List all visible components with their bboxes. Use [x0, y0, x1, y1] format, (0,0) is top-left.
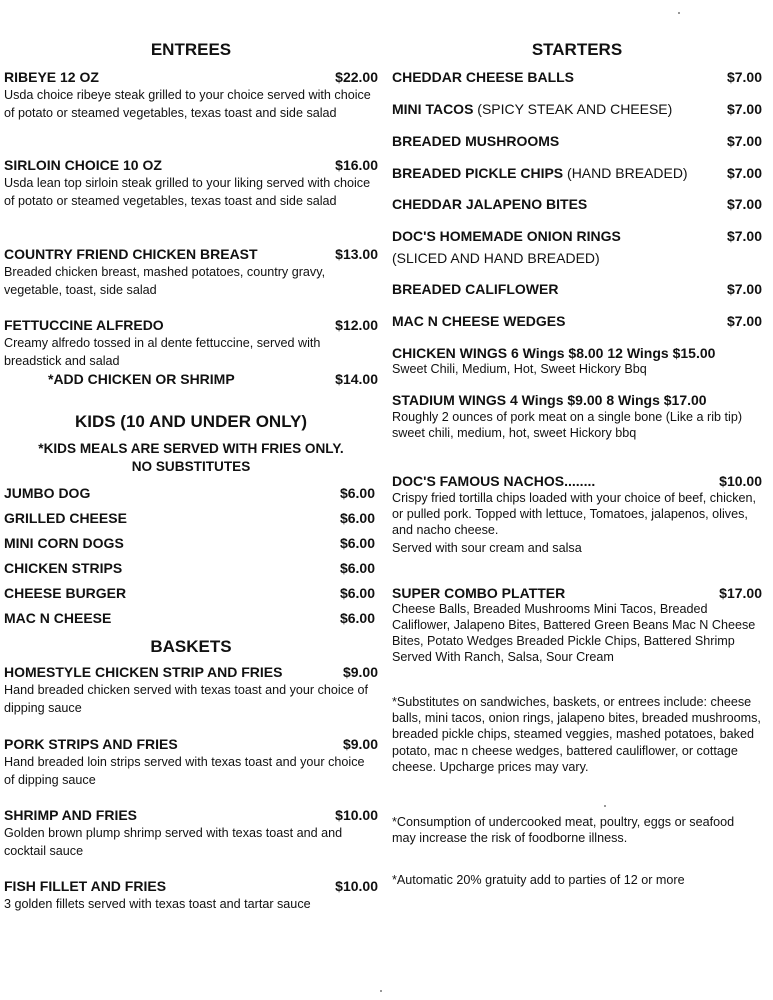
item-description: Crispy fried tortilla chips loaded with your choice of beef, chicken, or pulled pork. Topped with lettuce, Tomatoes, jalapenos, olives, and nacho cheese.	[392, 491, 756, 537]
item-name: RIBEYE 12 OZ	[4, 69, 99, 85]
menu-item-ribeye	[4, 69, 378, 85]
item-price: $6.00	[339, 485, 375, 501]
item-price: $12.00	[335, 317, 378, 333]
item-name: CHICKEN STRIPS	[4, 560, 123, 576]
basket-item	[4, 807, 378, 823]
item-name: GRILLED CHEESE	[4, 510, 127, 526]
scan-speck	[678, 12, 680, 14]
kids-item	[4, 560, 375, 576]
nachos-row	[392, 473, 762, 489]
item-description: Hand breaded chicken served with texas toast and your choice of dipping sauce	[4, 683, 369, 715]
item-name: JUMBO DOG	[4, 485, 91, 501]
basket-item	[4, 664, 378, 680]
item-price: $6.00	[339, 535, 375, 551]
item-price: $10.00	[335, 878, 378, 894]
kids-item	[4, 510, 375, 526]
item-price: $10.00	[335, 807, 378, 823]
item-price: $16.00	[335, 157, 378, 173]
kids-note: *KIDS MEALS ARE SERVED WITH FRIES ONLY.	[38, 441, 344, 456]
item-price: $7.00	[726, 101, 762, 117]
item-name: MAC N CHEESE	[4, 610, 112, 626]
item-description: Usda lean top sirloin steak grilled to your liking served with choice of potato or steamed vegetables, texas toast and side salad	[4, 176, 371, 208]
starter-item	[392, 69, 762, 85]
item-price: $7.00	[726, 196, 762, 212]
item-name: FISH FILLET AND FRIES	[4, 878, 167, 894]
entrees-heading: ENTREES	[150, 40, 232, 59]
kids-item	[4, 535, 375, 551]
item-price: $22.00	[335, 69, 378, 85]
item-description: Sweet Chili, Medium, Hot, Sweet Hickory Bbq	[392, 362, 647, 376]
menu-item-country-chicken	[4, 246, 378, 262]
item-price: $6.00	[339, 510, 375, 526]
item-price: $10.00	[719, 473, 762, 489]
item-name: SHRIMP AND FRIES	[4, 807, 138, 823]
onion-rings-note: (SLICED AND HAND BREADED)	[392, 250, 600, 266]
item-price: $9.00	[342, 664, 378, 680]
item-name: BREADED CALIFLOWER	[392, 281, 559, 297]
item-price: $7.00	[726, 133, 762, 149]
item-name: MAC N CHEESE WEDGES	[392, 313, 566, 329]
starter-item	[392, 313, 762, 329]
menu-item-fettuccine	[4, 317, 378, 333]
stadium-wings-row	[392, 392, 762, 408]
item-description: Cheese Balls, Breaded Mushrooms Mini Tacos, Breaded Califlower, Jalapeno Bites, Battered Green Beans Mac N Cheese Bites, Potato Wedges Breaded Pickle Chips, Battered Shrimp Served With Ranch, Salsa, Sour Cream	[392, 602, 756, 664]
item-name: COUNTRY FRIEND CHICKEN BREAST	[4, 246, 258, 262]
addon-name: *ADD CHICKEN OR SHRIMP	[48, 371, 235, 387]
scan-speck	[380, 990, 382, 992]
combo-row	[392, 585, 762, 601]
item-description: 3 golden fillets served with texas toast and tartar sauce	[4, 897, 311, 911]
item-name: CHEESE BURGER	[4, 585, 127, 601]
item-price: $17.00	[719, 585, 762, 601]
item-name: DOC'S FAMOUS NACHOS........	[392, 473, 596, 489]
item-extra: (SPICY STEAK AND CHEESE)	[473, 101, 673, 117]
starter-item	[392, 281, 762, 297]
starter-item	[392, 133, 762, 149]
kids-item	[4, 585, 375, 601]
item-name: BREADED PICKLE CHIPS	[392, 165, 564, 181]
item-name: CHICKEN WINGS 6 Wings $8.00 12 Wings $15.00	[392, 345, 716, 361]
item-price: $6.00	[339, 585, 375, 601]
item-name: MINI CORN DOGS	[4, 535, 124, 551]
item-name: BREADED MUSHROOMS	[392, 133, 560, 149]
starter-item	[392, 165, 762, 181]
item-price: $6.00	[339, 560, 375, 576]
menu-item-sirloin	[4, 157, 378, 173]
consumption-note: *Consumption of undercooked meat, poultry, eggs or seafood may increase the risk of foodborne illness.	[392, 815, 735, 846]
item-price: $7.00	[726, 281, 762, 297]
baskets-heading: BASKETS	[150, 637, 232, 656]
basket-item	[4, 878, 378, 894]
item-name: SIRLOIN CHOICE 10 OZ	[4, 157, 162, 173]
kids-item	[4, 485, 375, 501]
item-description: Hand breaded loin strips served with texas toast and your choice of dipping sauce	[4, 755, 365, 787]
gratuity-note: *Automatic 20% gratuity add to parties of 12 or more	[392, 873, 685, 887]
item-description: Creamy alfredo tossed in al dente fettuccine, served with breadstick and salad	[4, 336, 321, 368]
addon-row	[48, 371, 378, 387]
item-description: Usda choice ribeye steak grilled to your choice served with choice of potato or steamed vegetables, texas toast and side salad	[4, 88, 371, 120]
substitutes-note: *Substitutes on sandwiches, baskets, or entrees include: cheese balls, mini tacos, onion rings, jalapeno bites, breaded mushrooms, breaded pickle chips, steamed veggies, mashed potatoes, baked potato, mac n cheese wedges, battered cauliflower, or cottage cheese. Upcharge prices may vary.	[392, 695, 761, 774]
item-description: Golden brown plump shrimp served with texas toast and and cocktail sauce	[4, 826, 343, 858]
item-price: $7.00	[726, 313, 762, 329]
basket-item	[4, 736, 378, 752]
item-name: PORK STRIPS AND FRIES	[4, 736, 178, 752]
kids-item	[4, 610, 375, 626]
item-price: $6.00	[339, 610, 375, 626]
item-description: Breaded chicken breast, mashed potatoes, country gravy, vegetable, toast, side salad	[4, 265, 326, 297]
item-extra: (HAND BREADED)	[563, 165, 688, 181]
kids-note-2: NO SUBSTITUTES	[131, 459, 251, 474]
item-price: $7.00	[726, 69, 762, 85]
item-name: SUPER COMBO PLATTER	[392, 585, 566, 601]
item-name: FETTUCCINE ALFREDO	[4, 317, 164, 333]
chicken-wings-row	[392, 345, 762, 361]
scan-speck	[604, 805, 606, 807]
item-price: $9.00	[342, 736, 378, 752]
addon-price: $14.00	[335, 371, 378, 387]
kids-heading: KIDS (10 AND UNDER ONLY)	[74, 412, 308, 431]
item-price: $7.00	[726, 165, 762, 181]
item-price: $13.00	[335, 246, 378, 262]
starter-item	[392, 196, 762, 212]
item-price: $7.00	[726, 228, 762, 244]
item-description: Roughly 2 ounces of pork meat on a single bone (Like a rib tip) sweet chili, medium, hot, sweet Hickory bbq	[392, 410, 743, 440]
item-description-2: Served with sour cream and salsa	[392, 541, 582, 555]
starter-item	[392, 101, 762, 117]
item-name: CHEDDAR JALAPENO BITES	[392, 196, 588, 212]
item-name: DOC'S HOMEMADE ONION RINGS	[392, 228, 621, 244]
starters-heading: STARTERS	[531, 40, 623, 59]
item-name: MINI TACOS	[392, 101, 474, 117]
item-name: HOMESTYLE CHICKEN STRIP AND FRIES	[4, 664, 283, 680]
item-name: STADIUM WINGS 4 Wings $9.00 8 Wings $17.00	[392, 392, 707, 408]
starter-item	[392, 228, 762, 244]
item-name: CHEDDAR CHEESE BALLS	[392, 69, 575, 85]
